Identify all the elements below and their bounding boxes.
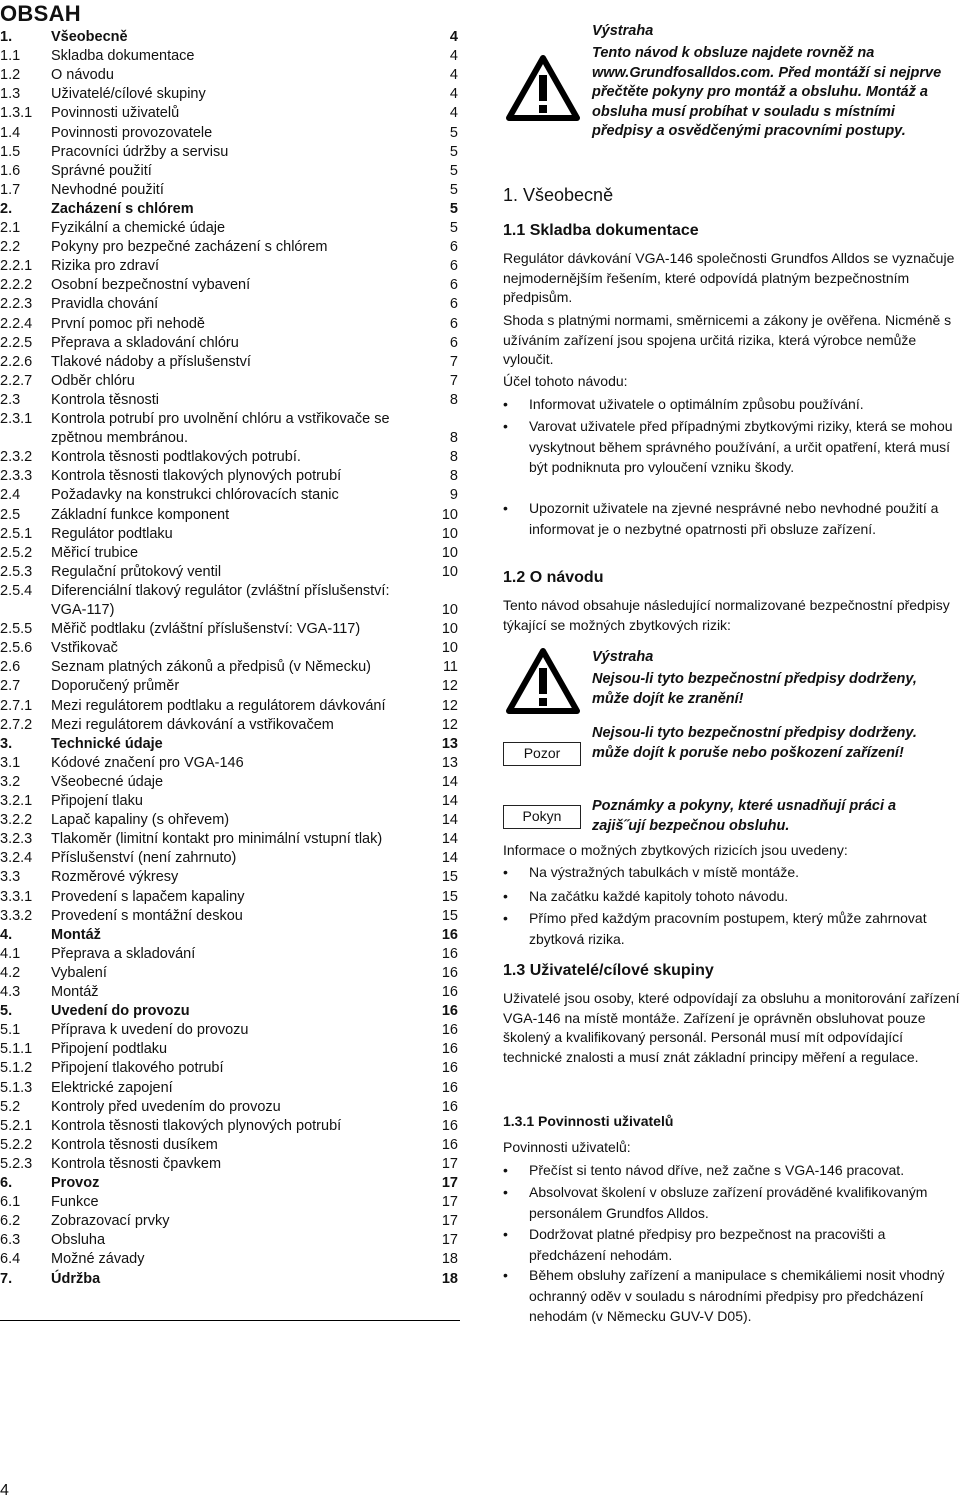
toc-entry-title: Základní funkce komponent xyxy=(51,506,230,523)
list-item-text: Informovat uživatele o optimálním způsobu používání. xyxy=(529,396,864,412)
toc-entry-title: Kontrola těsnosti tlakových plynových potrubí xyxy=(51,468,342,485)
toc-entry-title: Povinnosti uživatelů xyxy=(51,105,180,122)
toc-entry-title: Lapač kapaliny (s ohřevem) xyxy=(51,812,230,829)
toc-entry-title: Kontrola potrubí pro uvolnění chlóru a vstřikovače se zpětnou membránou. xyxy=(51,411,390,446)
toc-entry-page: 5 xyxy=(449,162,458,179)
toc-entry-page: 16 xyxy=(441,945,458,962)
note-label-box: Pokyn xyxy=(503,805,581,829)
toc-entry-title: Přeprava a skladování xyxy=(51,945,196,962)
toc-entry-number: 1.7 xyxy=(0,181,21,198)
toc-entry-number: 2.7.2 xyxy=(0,716,33,733)
toc-entry-title: Všeobecné údaje xyxy=(51,773,164,790)
toc-entry-title: Skladba dokumentace xyxy=(51,48,195,65)
toc-entry-page: 14 xyxy=(441,773,458,790)
section-heading-general: 1. Všeobecně xyxy=(503,185,614,205)
toc-entry-number: 2.2.5 xyxy=(0,334,33,351)
toc-entry-page: 8 xyxy=(449,391,458,408)
toc-entry-title: Přeprava a skladování chlóru xyxy=(51,334,239,351)
toc-entry-number: 2.7 xyxy=(0,678,21,695)
toc-entry-title: Možné závady xyxy=(51,1251,145,1268)
toc-entry-page: 17 xyxy=(441,1232,458,1249)
toc-entry-page: 6 xyxy=(449,296,458,313)
section-heading-1-3-1: 1.3.1 Povinnosti uživatelů xyxy=(503,1113,674,1129)
toc-entry-title: Odběr chlóru xyxy=(51,372,135,389)
toc-divider xyxy=(0,1320,460,1321)
toc-entry-page: 7 xyxy=(449,372,458,389)
bullet-icon: • xyxy=(503,418,508,434)
toc-entry-number: 3.2.2 xyxy=(0,812,33,829)
toc-entry-number: 1.5 xyxy=(0,143,21,160)
toc-entry-page: 15 xyxy=(441,888,458,905)
toc-entry-page: 18 xyxy=(441,1270,458,1287)
toc-entry-title: Nevhodné použití xyxy=(51,181,164,198)
toc-entry-title: Měřič podtlaku (zvláštní příslušenství: VGA-117) xyxy=(51,621,361,638)
toc-entry-page: 4 xyxy=(449,105,458,122)
toc-entry-title: Kódové značení pro VGA-146 xyxy=(51,754,244,771)
toc-entry-page: 14 xyxy=(441,831,458,848)
warning-heading: Výstraha xyxy=(592,23,654,39)
toc-entry-number: 5. xyxy=(0,1003,13,1020)
toc-entry-title: Připojení podtlaku xyxy=(51,1041,168,1058)
list-item-text: Upozornit uživatele na zjevné nesprávné nebo nevhodné použití a informovat je o nezbytné opatrnosti při obsluze zařízení. xyxy=(529,500,939,537)
toc-entry-number: 6.1 xyxy=(0,1194,21,1211)
toc-entry-number: 2.3.2 xyxy=(0,449,33,466)
toc-entry-page: 10 xyxy=(441,640,458,657)
toc-entry-title: Pokyny pro bezpečné zacházení s chlórem xyxy=(51,239,328,256)
toc-entry-number: 3.2.4 xyxy=(0,850,33,867)
toc-entry-number: 6.4 xyxy=(0,1251,21,1268)
toc-entry-page: 16 xyxy=(441,1003,458,1020)
toc-entry-number: 4. xyxy=(0,926,13,943)
toc-entry-number: 5.1.1 xyxy=(0,1041,33,1058)
toc-entry-number: 4.1 xyxy=(0,945,21,962)
toc-entry-number: 3.2 xyxy=(0,773,21,790)
toc-entry-page: 18 xyxy=(441,1251,458,1268)
toc-entry-number: 5.2.2 xyxy=(0,1136,33,1153)
toc-entry-page: 16 xyxy=(441,1098,458,1115)
toc-entry-number: 2.1 xyxy=(0,220,21,236)
toc-entry-title: Připojení tlakového potrubí xyxy=(51,1060,224,1077)
list-item-text: Během obsluhy zařízení a manipulace s chemikáliemi nosit vhodný ochranný oděv v souladu s národními předpisy pro předcházení nehodám (v Německu GUV-V D05). xyxy=(529,1267,945,1324)
toc-entry-page: 8 xyxy=(449,449,458,466)
toc-entry-number: 2.2.2 xyxy=(0,277,33,294)
toc-entry-number: 5.1 xyxy=(0,1022,21,1039)
toc-entry-title: Měřicí trubice xyxy=(51,544,139,561)
toc-entry-title: Mezi regulátorem dávkování a vstřikovačem xyxy=(51,716,334,733)
toc-entry-number: 2.5.2 xyxy=(0,544,33,561)
toc-entry-page: 12 xyxy=(441,697,458,714)
toc-entry-number: 4.3 xyxy=(0,984,21,1000)
toc-entry-page: 10 xyxy=(441,525,458,542)
toc-entry-number: 2.3.1 xyxy=(0,411,33,427)
toc-entry-page: 4 xyxy=(449,86,458,103)
toc-entry-title: Vybalení xyxy=(51,964,107,981)
toc-entry-number: 1.4 xyxy=(0,124,21,141)
toc-entry-number: 2.3 xyxy=(0,391,21,408)
bullet-icon: • xyxy=(503,910,508,926)
toc-entry-number: 3. xyxy=(0,735,13,752)
bullet-icon: • xyxy=(503,888,508,904)
toc-entry-page: 17 xyxy=(441,1175,458,1191)
toc-entry-number: 2.2.7 xyxy=(0,372,33,389)
list-item-text: Na začátku každé kapitoly tohoto návodu. xyxy=(529,888,789,904)
toc-entry-title: Tlakoměr (limitní kontakt pro minimální vstupní tlak) xyxy=(51,831,383,848)
toc-entry-page: 11 xyxy=(442,659,458,676)
toc-entry-title: Správné použití xyxy=(51,162,152,179)
caution-label-box: Pozor xyxy=(503,742,581,766)
toc-entry-page: 5 xyxy=(449,181,458,198)
toc-entry-title: Rizika pro zdraví xyxy=(51,258,159,275)
toc-title: OBSAH xyxy=(0,1,81,26)
toc-entry-page: 8 xyxy=(449,430,458,447)
toc-entry-page: 7 xyxy=(449,353,458,370)
toc-entry-title: O návodu xyxy=(51,67,114,84)
section-heading-1-2: 1.2 O návodu xyxy=(503,569,604,586)
toc-entry-title: Kontrola těsnosti xyxy=(51,391,160,408)
toc-entry-title: Pravidla chování xyxy=(51,296,159,313)
toc-entry-title: Provedení s lapačem kapaliny xyxy=(51,888,245,905)
warning-triangle-icon xyxy=(506,648,580,714)
toc-entry-page: 16 xyxy=(441,1060,458,1077)
bullet-icon: • xyxy=(503,396,508,412)
toc-entry-page: 5 xyxy=(449,124,458,141)
toc-entry-number: 6.2 xyxy=(0,1213,21,1230)
bullet-icon: • xyxy=(503,1162,508,1178)
toc-entry-page: 10 xyxy=(441,563,458,580)
toc-entry-title: Příslušenství (není zahrnuto) xyxy=(51,850,237,867)
toc-entry-number: 7. xyxy=(0,1270,13,1287)
toc-entry-page: 8 xyxy=(449,468,458,485)
paragraph: Regulátor dávkování VGA-146 společnosti Grundfos Alldos se vyznačuje nejmodernějším řešením, které odpovídá platným bezpečnostním předpisům. xyxy=(503,250,955,305)
toc-entry-page: 6 xyxy=(449,334,458,351)
toc-entry-page: 5 xyxy=(449,200,458,217)
toc-entry-number: 1.3.1 xyxy=(0,105,33,122)
toc-entry-page: 16 xyxy=(441,984,458,1000)
toc-entry-number: 1.2 xyxy=(0,67,21,84)
toc-entry-title: Fyzikální a chemické údaje xyxy=(51,220,226,236)
toc-entry-page: 14 xyxy=(441,850,458,867)
toc-entry-number: 5.1.2 xyxy=(0,1060,33,1077)
toc-entry-page: 17 xyxy=(441,1155,458,1172)
paragraph: Shoda s platnými normami, směrnicemi a zákony je ověřena. Nicméně s užíváním zařízení jsou spojena určitá rizika, která výrobce nemůže vyloučit. xyxy=(503,312,952,367)
toc-entry-title: Diferenciální tlakový regulátor (zvláštní příslušenství: VGA-117) xyxy=(51,582,390,618)
toc-entry-title: Požadavky na konstrukci chlórovacích stanic xyxy=(51,487,339,504)
toc-entry-title: Funkce xyxy=(51,1194,99,1211)
toc-entry-title: Seznam platných zákonů a předpisů (v Německu) xyxy=(51,659,371,676)
toc-entry-title: Všeobecně xyxy=(51,29,128,45)
toc-entry-number: 2.5 xyxy=(0,506,21,523)
warning-heading: Výstraha xyxy=(592,649,654,665)
toc-entry-number: 2.5.6 xyxy=(0,640,33,657)
toc-entry-page: 13 xyxy=(441,754,458,771)
toc-entry-title: Vstřikovač xyxy=(51,640,118,657)
toc-entry-page: 16 xyxy=(441,1079,458,1096)
toc-entry-page: 15 xyxy=(441,869,458,886)
toc-entry-page: 4 xyxy=(449,67,458,84)
toc-entry-title: Uživatelé/cílové skupiny xyxy=(51,86,206,103)
toc-entry-number: 2.2.3 xyxy=(0,296,33,313)
caution-text: Nejsou-li tyto bezpečnostní předpisy dodrženy. může dojít k poruše nebo poškození zařízení! xyxy=(592,725,917,761)
toc-entry-page: 10 xyxy=(441,544,458,561)
paragraph: Povinnosti uživatelů: xyxy=(503,1139,631,1155)
toc-entry-title: Kontrola těsnosti čpavkem xyxy=(51,1155,222,1172)
toc-entry-number: 5.2 xyxy=(0,1098,21,1115)
toc-entry-number: 2.7.1 xyxy=(0,697,33,714)
toc-entry-number: 2.5.5 xyxy=(0,621,33,638)
toc-entry-title: Připojení tlaku xyxy=(51,793,143,809)
toc-entry-page: 4 xyxy=(449,48,458,65)
toc-entry-title: Kontrola těsnosti dusíkem xyxy=(51,1136,218,1153)
toc-entry-number: 6. xyxy=(0,1175,13,1191)
page-number: 4 xyxy=(0,1482,9,1499)
toc-entry-number: 3.1 xyxy=(0,754,21,771)
toc-entry-page: 14 xyxy=(441,812,458,829)
toc-entry-number: 2.2.6 xyxy=(0,353,33,370)
toc-entry-page: 12 xyxy=(441,678,458,695)
toc-entry-page: 4 xyxy=(449,29,458,45)
toc-entry-page: 6 xyxy=(449,239,458,256)
paragraph: Účel tohoto návodu: xyxy=(503,373,628,389)
bullet-icon: • xyxy=(503,500,508,516)
bullet-icon: • xyxy=(503,1226,508,1242)
toc-entry-title: Údržba xyxy=(51,1270,101,1287)
toc-entry-number: 2.2 xyxy=(0,239,21,256)
list-item-text: Přečíst si tento návod dříve, než začne s VGA-146 pracovat. xyxy=(529,1162,905,1178)
bullet-icon: • xyxy=(503,864,508,880)
toc-entry-title: Regulátor podtlaku xyxy=(51,525,173,542)
toc-entry-title: Elektrické zapojení xyxy=(51,1079,173,1096)
toc-entry-title: Provedení s montážní deskou xyxy=(51,907,243,924)
list-item-text: Na výstražných tabulkách v místě montáže. xyxy=(529,864,799,880)
warning-text: Nejsou-li tyto bezpečnostní předpisy dodrženy, může dojít ke zranění! xyxy=(592,671,917,707)
toc-entry-page: 10 xyxy=(441,621,458,638)
list-item-text: Absolvovat školení v obsluze zařízení prováděné kvalifikovaným personálem Grundfos Alldos. xyxy=(529,1184,928,1221)
toc-entry-number: 2. xyxy=(0,200,13,217)
toc-entry-number: 5.2.1 xyxy=(0,1117,33,1134)
toc-entry-page: 16 xyxy=(441,926,458,943)
bullet-icon: • xyxy=(503,1267,508,1283)
toc-entry-page: 6 xyxy=(449,315,458,332)
toc-entry-number: 2.5.3 xyxy=(0,563,33,580)
toc-entry-number: 2.3.3 xyxy=(0,468,33,485)
section-heading-1-3: 1.3 Uživatelé/cílové skupiny xyxy=(503,962,714,979)
toc-entry-number: 1.1 xyxy=(0,48,21,65)
toc-entry-number: 1.6 xyxy=(0,162,21,179)
note-text: Poznámky a pokyny, které usnadňují práci a zajiš˝ují bezpečnou obsluhu. xyxy=(592,798,897,834)
toc-entry-title: Zobrazovací prvky xyxy=(51,1213,170,1230)
toc-entry-number: 1. xyxy=(0,29,13,45)
toc-entry-number: 3.3.1 xyxy=(0,888,33,905)
toc-entry-page: 10 xyxy=(441,601,458,618)
toc-entry-title: Zacházení s chlórem xyxy=(51,200,194,217)
toc-entry-page: 15 xyxy=(441,907,458,924)
toc-entry-page: 16 xyxy=(441,964,458,981)
list-item-text: Varovat uživatele před případnými zbytkovými riziky, která se mohou vyskytnout během správného používání, a určit opatření, která musí být podniknuta pro vyloučení vzniku škody. xyxy=(529,418,953,475)
toc-entry-number: 1.3 xyxy=(0,86,21,103)
paragraph: Uživatelé jsou osoby, které odpovídají za obsluhu a monitorování zařízení VGA-146 na místě montáže. Zařízení je oprávněn obsluhovat pouze školený a kvalifikovaný personál. Personál musí mít odpovídající technické znalosti a musí znát základní principy měření a regulace. xyxy=(503,990,960,1065)
toc-entry-title: Tlakové nádoby a příslušenství xyxy=(51,353,251,370)
toc-entry-number: 2.4 xyxy=(0,487,21,504)
toc-entry-page: 16 xyxy=(441,1117,458,1134)
toc-entry-number: 4.2 xyxy=(0,964,21,981)
paragraph: Informace o možných zbytkových rizicích jsou uvedeny: xyxy=(503,842,848,858)
toc-entry-page: 16 xyxy=(441,1136,458,1153)
paragraph: Tento návod obsahuje následující normalizované bezpečnostní předpisy týkající se možných zbytkových rizik: xyxy=(503,597,950,633)
toc-entry-title: Kontrola těsnosti podtlakových potrubí. xyxy=(51,449,301,466)
toc-entry-page: 14 xyxy=(441,793,458,809)
toc-entry-title: Uvedení do provozu xyxy=(51,1003,190,1020)
toc-entry-page: 16 xyxy=(441,1022,458,1039)
toc-entry-number: 3.2.3 xyxy=(0,831,33,848)
toc-entry-number: 6.3 xyxy=(0,1232,21,1249)
toc-entry-number: 5.2.3 xyxy=(0,1155,33,1172)
toc-entry-page: 6 xyxy=(449,277,458,294)
toc-entry-number: 2.6 xyxy=(0,659,21,676)
toc-entry-page: 5 xyxy=(449,220,458,236)
toc-entry-title: Pracovníci údržby a servisu xyxy=(51,143,229,160)
toc-entry-page: 6 xyxy=(449,258,458,275)
toc-entry-title: Montáž xyxy=(51,984,99,1000)
toc-entry-title: První pomoc při nehodě xyxy=(51,315,205,332)
toc-entry-title: Kontroly před uvedením do provozu xyxy=(51,1098,281,1115)
toc-entry-page: 16 xyxy=(441,1041,458,1058)
toc-entry-title: Kontrola těsnosti tlakových plynových potrubí xyxy=(51,1117,342,1134)
toc-entry-number: 2.5.4 xyxy=(0,582,33,599)
toc-entry-title: Příprava k uvedení do provozu xyxy=(51,1022,249,1039)
toc-entry-page: 17 xyxy=(441,1194,458,1211)
toc-entry-title: Rozměrové výkresy xyxy=(51,869,179,886)
toc-entry-title: Montáž xyxy=(51,926,101,943)
warning-text: Tento návod k obsluze najdete rovněž na www.Grundfosalldos.com. Před montáží si nejprve přečtěte pokyny pro montáž a obsluhu. Montáž a obsluha musí probíhat v souladu s místními předpisy a osvědčenými pracovními postupy. xyxy=(592,45,942,139)
toc-entry-title: Osobní bezpečnostní vybavení xyxy=(51,277,251,294)
toc-entry-number: 2.2.1 xyxy=(0,258,33,275)
toc-entry-page: 12 xyxy=(441,716,458,733)
section-heading-1-1: 1.1 Skladba dokumentace xyxy=(503,222,699,239)
toc-entry-number: 3.3.2 xyxy=(0,907,33,924)
toc-entry-title: Provoz xyxy=(51,1175,100,1191)
toc-entry-number: 2.5.1 xyxy=(0,525,33,542)
toc-entry-number: 3.2.1 xyxy=(0,793,33,809)
toc-entry-page: 9 xyxy=(449,487,458,504)
toc-entry-number: 5.1.3 xyxy=(0,1079,33,1096)
bullet-icon: • xyxy=(503,1184,508,1200)
toc-entry-page: 13 xyxy=(441,735,458,752)
toc-entry-page: 10 xyxy=(441,506,458,523)
toc-entry-page: 5 xyxy=(449,143,458,160)
toc-entry-page: 17 xyxy=(441,1213,458,1230)
toc-entry-number: 2.2.4 xyxy=(0,315,33,332)
toc-entry-title: Doporučený průměr xyxy=(51,678,180,695)
toc-entry-number: 3.3 xyxy=(0,869,21,886)
toc-entry-title: Regulační průtokový ventil xyxy=(51,563,222,580)
list-item-text: Přímo před každým pracovním postupem, který může zahrnovat zbytková rizika. xyxy=(529,910,927,947)
toc-entry-title: Mezi regulátorem podtlaku a regulátorem dávkování xyxy=(51,697,386,714)
list-item-text: Dodržovat platné předpisy pro bezpečnost na pracovišti a předcházení nehodám. xyxy=(529,1226,886,1263)
warning-triangle-icon xyxy=(506,55,580,121)
toc-entry-title: Obsluha xyxy=(51,1232,106,1249)
toc-entry-title: Technické údaje xyxy=(51,735,163,752)
toc-entry-title: Povinnosti provozovatele xyxy=(51,124,213,141)
